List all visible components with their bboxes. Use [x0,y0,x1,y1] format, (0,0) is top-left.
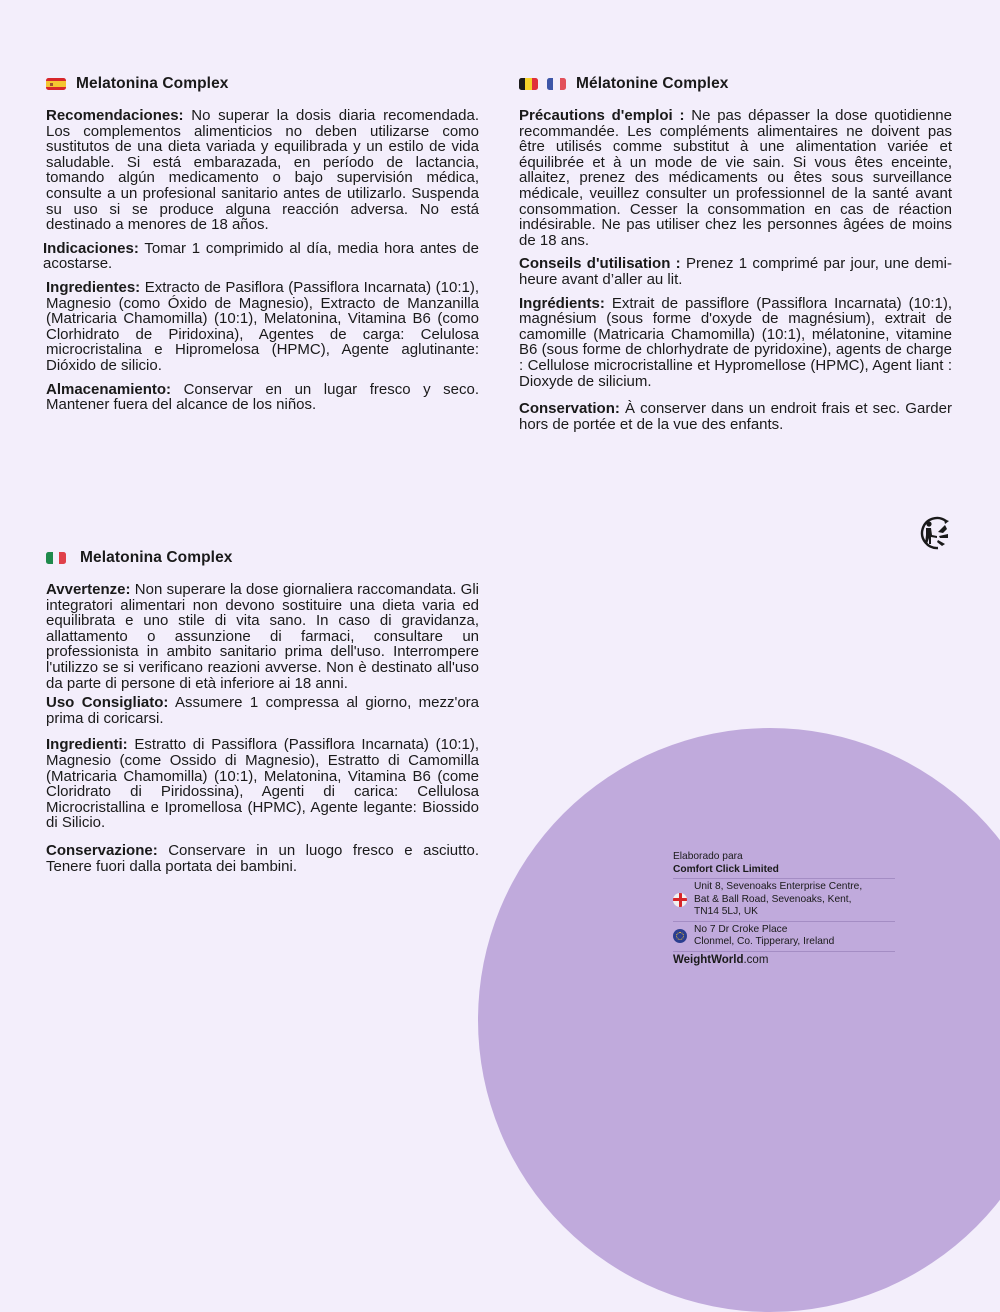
company-name: Comfort Click Limited [673,863,779,875]
divider [673,921,895,922]
divider [673,951,895,952]
made-for-label: Elaborado para [673,851,743,862]
product-title: Melatonina Complex [80,549,233,566]
product-title: Melatonina Complex [76,75,229,92]
storage-paragraph: Almacenamiento: Conservar en un lugar fresco y seco. Mantener fuera del alcance de los niños. [46,380,479,414]
spanish-section [43,74,479,421]
decorative-purple-circle [478,728,1000,1312]
italian-section [46,548,479,882]
warnings-paragraph: Recomendaciones: No superar la dosis diaria recomendada. Los complementos alimenticios no deben utilizarse como sustitutos de una dieta variada y equilibrada y un estilo de vida saludable. Si está embarazada, en período de lactancia, tomando algún medicamento o bajo supervisión médica, consulte a un profesional sanitario antes de utilizarlo. Suspenda su uso si se produce alguna reacción adversa. No está destinado a menores de 18 años. [46,107,479,234]
ingredients-paragraph: Ingredienti: Estratto di Passiflora (Passiflora Incarnata) (10:1), Magnesio (come Ossido di Magnesio), Estratto di Camomilla (Matricaria Chamomilla) (10:1), Melatonina, Vitamina B6 (come Cloridrato di Piridossina), Agenti di carica: Cellulosa Microcristallina e Ipromellosa (HPMC), Agente legante: Biossido di Silicio. [46,736,479,832]
italy-flag-icon [46,552,66,564]
spain-flag-icon [46,78,66,90]
product-title: Mélatonine Complex [576,75,729,92]
storage-paragraph: Conservazione: Conservare in un luogo fresco e asciutto. Tenere fuori dalla portata dei bambini. [46,841,479,875]
directions-paragraph: Indicaciones: Tomar 1 comprimido al día, media hora antes de acostarse. [43,239,479,273]
storage-paragraph: Conservation: À conserver dans un endroit frais et sec. Garder hors de portée et de la vue des enfants. [519,400,952,433]
ingredients-paragraph: Ingredientes: Extracto de Pasiflora (Passiflora Incarnata) (10:1), Magnesio (como Óxido de Magnesio), Extracto de Manzanilla (Matricaria Chamomilla) (10:1), Melatonina, Vitamina B6 (como Clorhidrato de Piridoxina), Agentes de carga: Celulosa microcristalina e Hipromelosa (HPMC), Agente aglutinante: Dióxido de silicio. [46,278,479,374]
section-header [519,74,952,94]
warnings-paragraph: Précautions d'emploi : Ne pas dépasser la dose quotidienne recommandée. Les compléments alimentaires ne doivent pas être utilisés comme substitut à une alimentation variée et équilibrée et à un mode de vie sain. Si vous êtes enceinte, allaitez, prenez des médicaments ou êtes sous surveillance médicale, veuillez consulter un professionnel de la santé avant consommation. Cesser la consommation en cas de réaction indésirable. Ne pas utiliser chez les personnes âgées de moins de 18 ans. [519,107,952,249]
divider [673,878,895,879]
manufacturer-info [673,851,895,967]
section-header [46,548,479,568]
uk-address: Unit 8, Sevenoaks Enterprise Centre, Bat & Ball Road, Sevenoaks, Kent, TN14 5LJ, UK [673,881,895,919]
brand-website: WeightWorld.com [673,953,769,966]
ireland-address: No 7 Dr Croke Place Clonmel, Co. Tipperary, Ireland [673,924,895,949]
directions-paragraph: Uso Consigliato: Assumere 1 compressa al giorno, mezz'ora prima di coricarsi. [46,694,479,727]
ingredients-paragraph: Ingrédients: Extrait de passiflore (Passiflora Incarnata) (10:1), magnésium (sous forme d'oxyde de magnésium), extrait de camomille (Matricaria Chamomilla) (10:1), mélatonine, vitamine B6 (sous forme de chlorhydrate de pyridoxine), agents de charge : Cellulose microcristalline et Hypromellose (HPMC), Agent liant : Dioxyde de silicium. [519,294,952,390]
uk-flag-icon [673,893,687,907]
belgium-flag-icon [519,78,538,90]
warnings-paragraph: Avvertenze: Non superare la dose giornaliera raccomandata. Gli integratori alimentari non devono sostituire una dieta varia ed equilibrata e uno stile di vita sano. In caso di gravidanza, allattamento o assunzione di farmaci, consultare un professionista in ambito sanitario prima dell'uso. Interrompere l'utilizzo se si verificano reazioni avverse. Non è destinato all'uso da parte di persone di età inferiore ai 18 anni. [46,581,479,692]
directions-paragraph: Conseils d'utilisation : Prenez 1 comprimé par jour, une demi-heure avant d’aller au lit. [519,255,952,288]
triman-recycling-icon [916,515,954,551]
section-header [46,74,479,94]
french-section [519,74,952,440]
eu-flag-icon [673,929,687,943]
france-flag-icon [547,78,566,90]
